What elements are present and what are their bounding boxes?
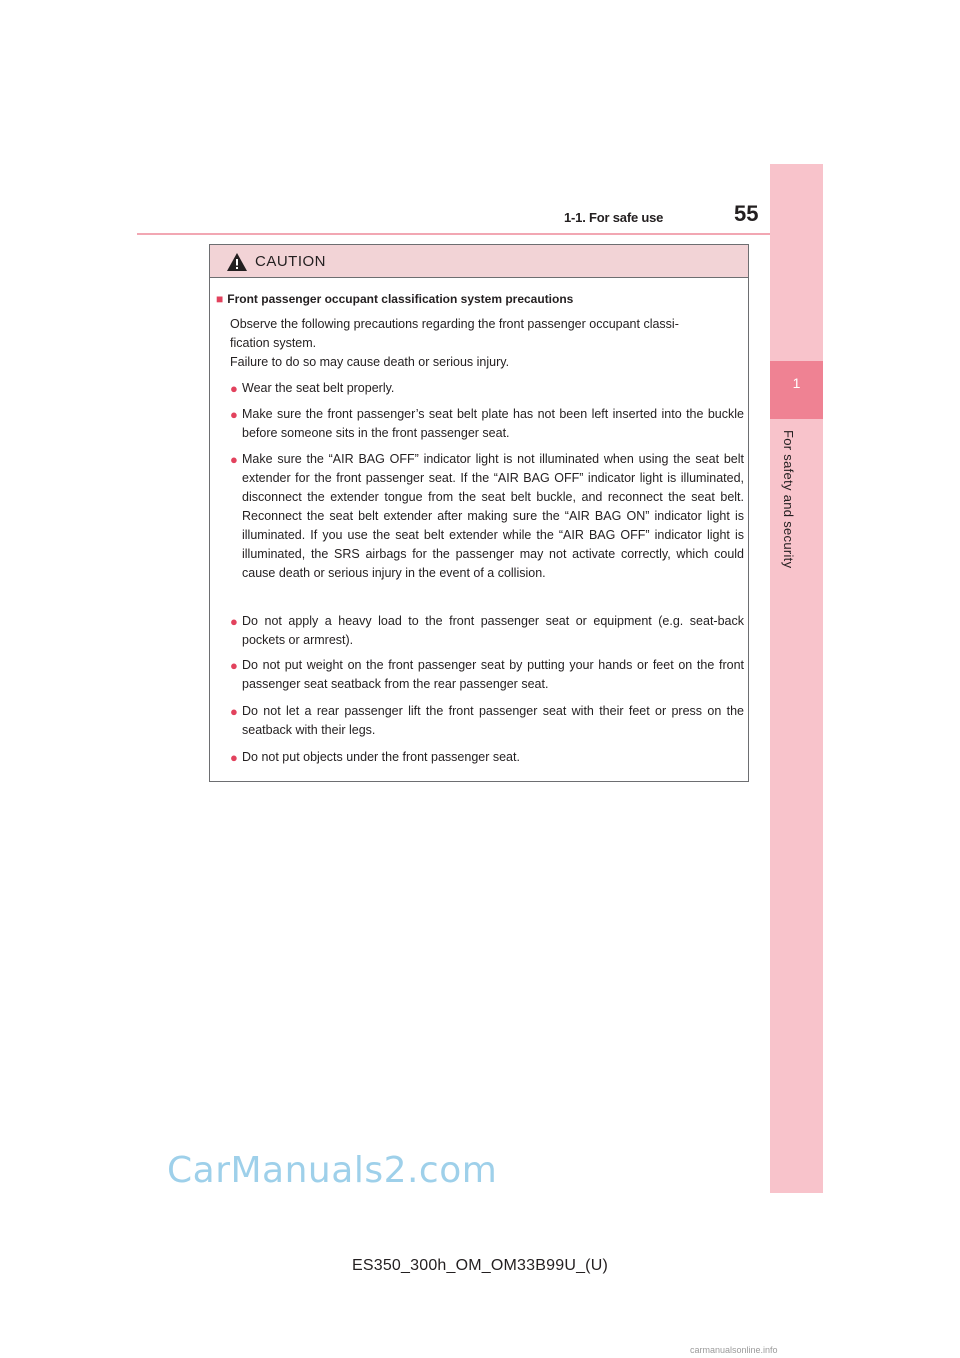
caution-item-text: Do not let a rear passenger lift the front passenger seat with their feet or press on the seatback with their legs.: [242, 704, 744, 737]
warning-triangle-icon: [226, 252, 248, 272]
caution-item-text: Make sure the front passenger’s seat belt plate has not been left inserted into the buckle before someone sits in the front passenger seat.: [242, 407, 744, 440]
caution-intro: [230, 315, 744, 372]
caution-item: [230, 656, 744, 694]
caution-item: [230, 612, 744, 650]
bullet-dot-icon: ●: [230, 381, 238, 396]
caution-item-text: Wear the seat belt properly.: [242, 381, 395, 395]
bullet-dot-icon: ●: [230, 704, 238, 719]
bullet-dot-icon: ●: [230, 614, 238, 629]
chapter-number: 1: [792, 375, 801, 391]
caution-subheading-text: Front passenger occupant classification system precautions: [227, 292, 574, 306]
caution-item-text: Do not put objects under the front passenger seat.: [242, 750, 520, 764]
caution-item: [230, 748, 744, 767]
caution-box: [209, 244, 749, 782]
bullet-dot-icon: ●: [230, 750, 238, 765]
square-bullet-icon: ■: [216, 292, 224, 306]
section-title: 1-1. For safe use: [564, 210, 664, 225]
intro-line: Failure to do so may cause death or serious injury.: [230, 355, 510, 369]
caution-title: CAUTION: [255, 253, 326, 270]
page-number: 55: [734, 201, 759, 226]
caution-item: [230, 379, 744, 398]
footer-watermark: carmanualsonline.info: [690, 1345, 778, 1355]
caution-subheading: [216, 290, 573, 309]
chapter-label: For safety and security: [781, 430, 796, 569]
watermark-link[interactable]: CarManuals2.com: [167, 1150, 498, 1191]
header-rule: [137, 233, 822, 235]
caution-item-text: Make sure the “AIR BAG OFF” indicator light is not illuminated when using the seat belt extender for the front passenger seat. If the “AIR BAG OFF” indicator light is illuminated, disconnect the extender tongue from the seat belt buckle, and reconnect the seat belt. Reconnect the seat belt extender after making sure the “AIR BAG ON” indicator light is illuminated. If you use the seat belt extender while the “AIR BAG OFF” indicator light is illuminated, the SRS airbags for the passenger may not activate correctly, which could cause death or serious injury in the event of a collision.: [242, 452, 744, 580]
caution-item-text: Do not apply a heavy load to the front passenger seat or equipment (e.g. seat-back pockets or armrest).: [242, 614, 744, 647]
document-code: ES350_300h_OM_OM33B99U_(U): [351, 1257, 608, 1274]
caution-header: [210, 245, 748, 278]
caution-item: [230, 450, 744, 583]
bullet-dot-icon: ●: [230, 658, 238, 673]
intro-line: fication system.: [230, 336, 317, 350]
intro-line: Observe the following precautions regarding the front passenger occupant classi-: [230, 317, 679, 331]
chapter-side-tab: [770, 164, 823, 1193]
bullet-dot-icon: ●: [230, 407, 238, 422]
caution-item: [230, 702, 744, 740]
caution-item-text: Do not put weight on the front passenger seat by putting your hands or feet on the front passenger seat seatback from the rear passenger seat.: [242, 658, 744, 691]
bullet-dot-icon: ●: [230, 452, 238, 467]
caution-item: [230, 405, 744, 443]
